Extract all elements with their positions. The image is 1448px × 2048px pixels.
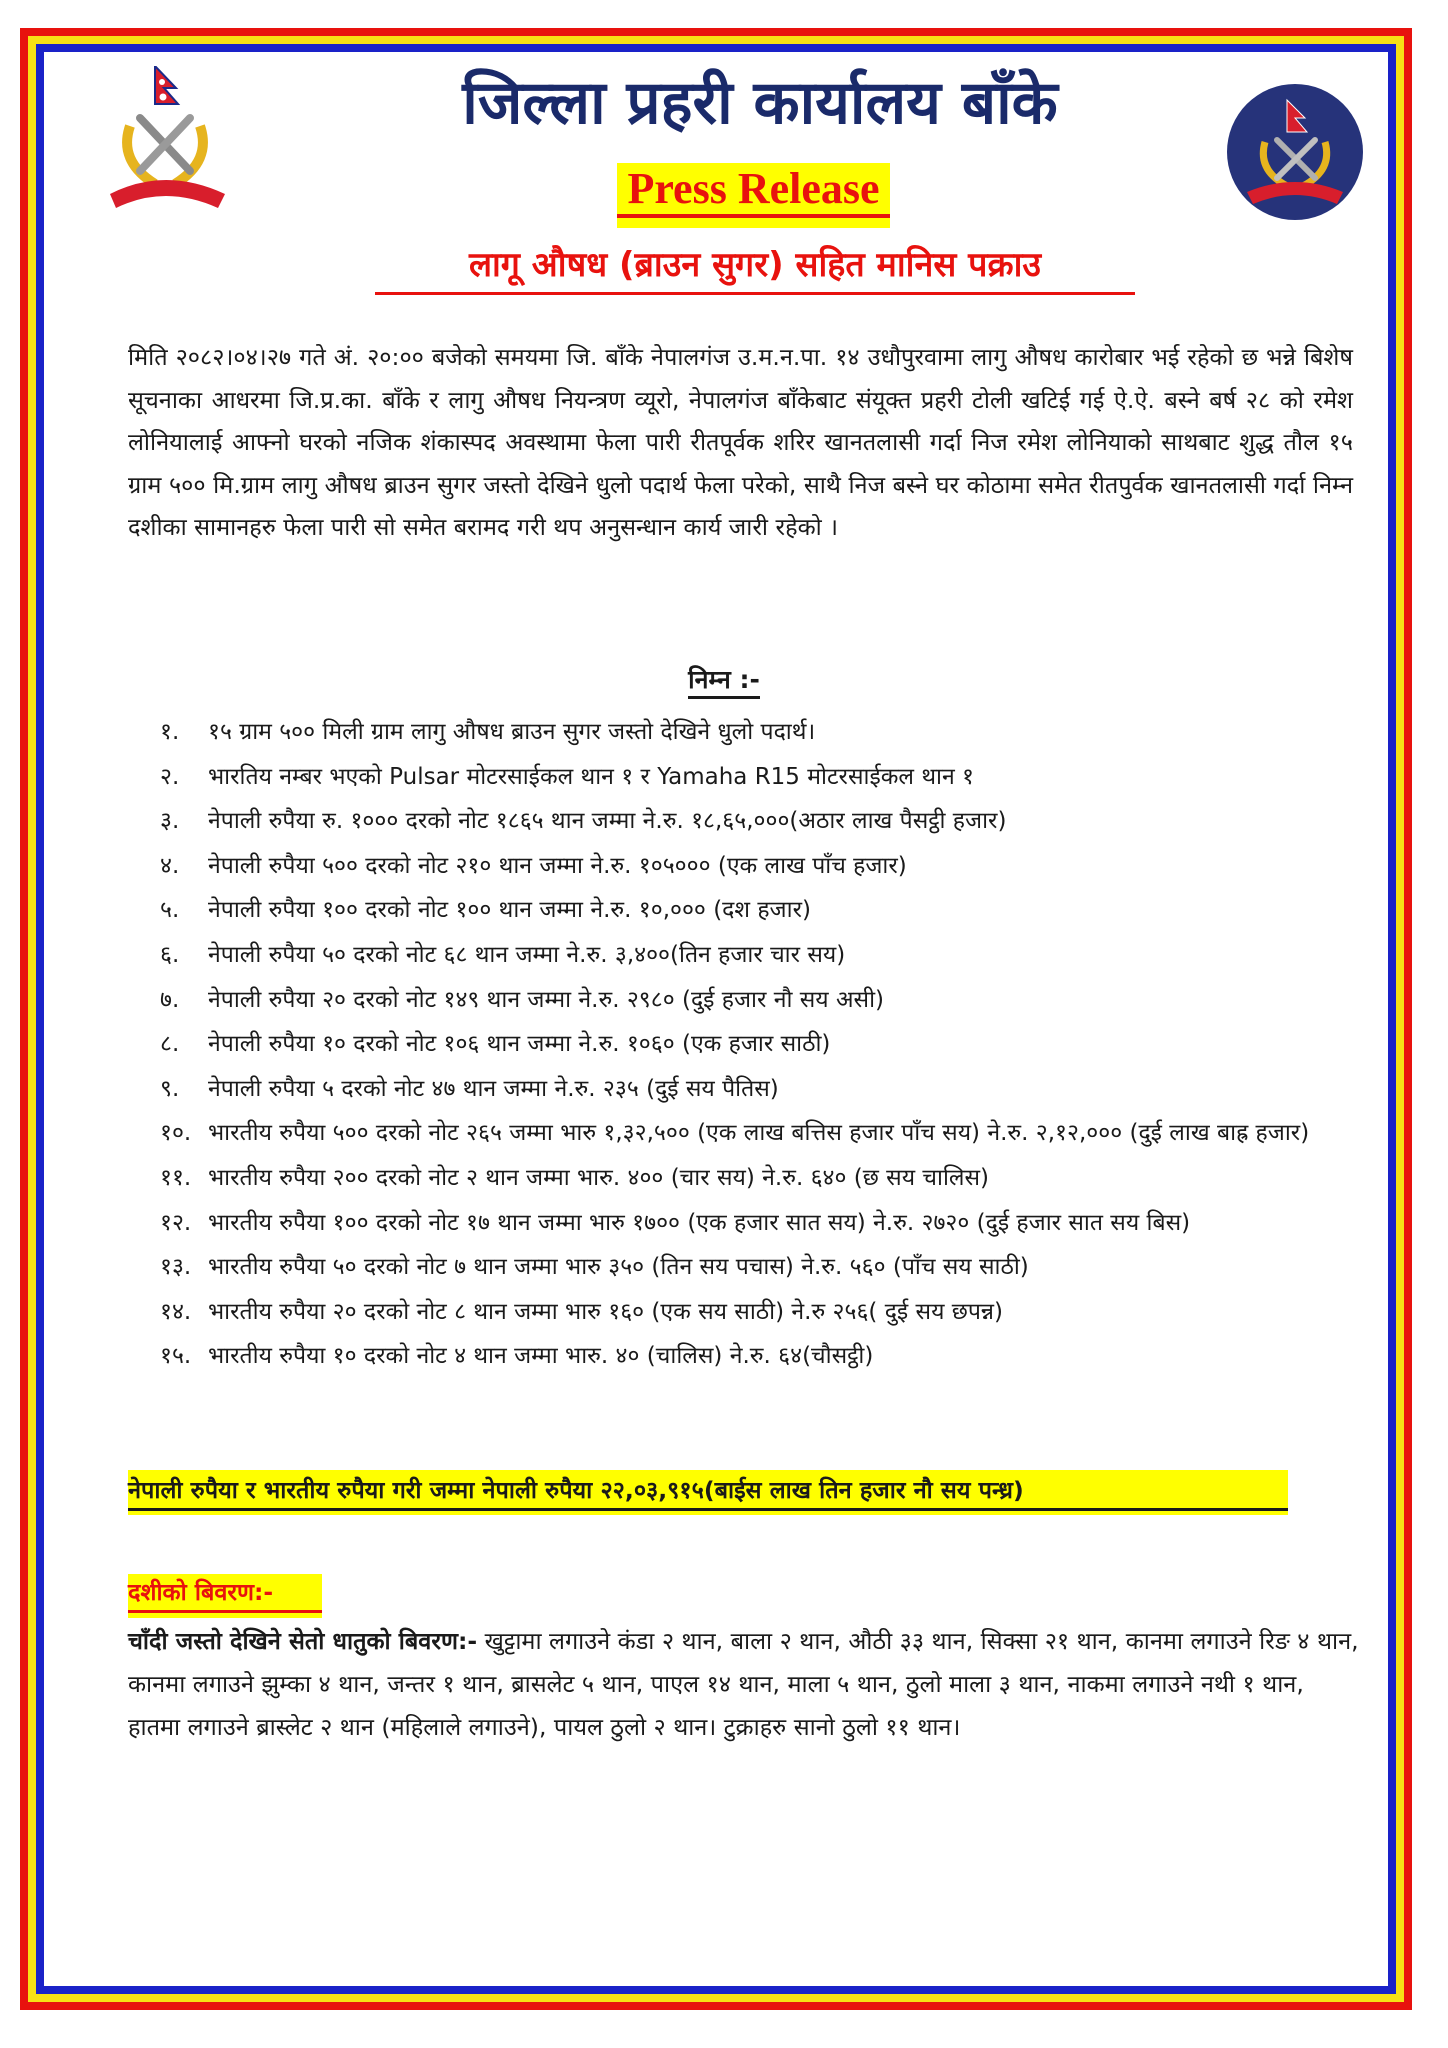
item-text: नेपाली रुपैया १० दरको नोट १०६ थान जम्मा ने.रु. १०६० (एक हजार साठी) [208, 1031, 831, 1058]
item-text: नेपाली रुपैया रु. १००० दरको नोट १८६५ थान जम्मा ने.रु. १८,६५,०००(अठार लाख पैसट्ठी हजार) [208, 808, 1007, 835]
evidence-heading-banner [128, 1574, 322, 1618]
item-text: नेपाली रुपैया ५०० दरको नोट २१० थान जम्मा ने.रु. १०५००० (एक लाख पाँच हजार) [208, 852, 907, 879]
item-number: १०. [160, 1120, 192, 1147]
item-number: १५. [160, 1343, 192, 1370]
item-number: ३. [160, 808, 180, 835]
item-text: नेपाली रुपैया ५ दरको नोट ४७ थान जम्मा ने.रु. २३५ (दुई सय पैतिस) [208, 1075, 779, 1102]
list-item [160, 1111, 1360, 1156]
list-item [160, 755, 1360, 800]
item-text: भारतीय रुपैया २० दरको नोट ८ थान जम्मा भारु १६० (एक सय साठी) ने.रु २५६( दुई सय छपन्न) [208, 1298, 1004, 1325]
item-text: नेपाली रुपैया ५० दरको नोट ६८ थान जम्मा ने.रु. ३,४००(तिन हजार चार सय) [208, 941, 846, 968]
item-number: ९. [160, 1075, 180, 1102]
evidence-label: चाँदी जस्तो देखिने सेतो धातुको बिवरण:- [128, 1627, 478, 1655]
press-release-banner [617, 163, 890, 228]
item-text: नेपाली रुपैया २० दरको नोट १४९ थान जम्मा ने.रु. २९८० (दुई हजार नौ सय असी) [208, 986, 884, 1013]
list-item [160, 1334, 1360, 1379]
item-number: १२. [160, 1209, 192, 1236]
evidence-text: खुट्टामा लगाउने कंडा २ थान, बाला २ थान, औठी ३३ थान, सिक्सा २१ थान, कानमा लगाउने रिङ ४ थान, कानमा लगाउने झुम्का ४ थान, जन्तर १ थान, ब्रासलेट ५ थान, पाएल १४ थान, माला ५ थान, ठुलो माला ३ थान, नाकमा लगाउने नथी १ थान, हातमा लगाउने ब्रास्लेट २ थान (महिलाले लगाउने), पायल ठुलो २ थान। टुक्राहरु सानो ठुलो ११ थान। [128, 1627, 1359, 1741]
item-text: १५ ग्राम ५०० मिली ग्राम लागु औषध ब्राउन सुगर जस्तो देखिने धुलो पदार्थ। [208, 719, 816, 745]
press-release-label: Press Release [627, 164, 880, 213]
item-number: १३. [160, 1254, 192, 1281]
office-title: जिल्ला प्रहरी कार्यालय बाँके [462, 68, 1058, 138]
item-number: १. [160, 719, 180, 745]
list-item [160, 978, 1360, 1023]
seized-items-list [160, 710, 1360, 1379]
list-item [160, 1290, 1360, 1335]
item-text: भारतीय रुपैया १०० दरको नोट १७ थान जम्मा भारु १७०० (एक हजार सात सय) ने.रु. २७२० (दुई हजार सात सय बिस) [208, 1209, 1191, 1236]
item-number: ८. [160, 1031, 180, 1058]
list-item [160, 1022, 1360, 1067]
item-text: भारतीय रुपैया २०० दरको नोट २ थान जम्मा भारु. ४०० (चार सय) ने.रु. ६४० (छ सय चालिस) [208, 1164, 990, 1191]
list-item [160, 799, 1360, 844]
headline: लागू औषध (ब्राउन सुगर) सहित मानिस पक्राउ [468, 245, 1042, 285]
list-item [160, 1245, 1360, 1290]
nepal-police-circle-emblem-icon [1225, 82, 1365, 222]
list-item [160, 933, 1360, 978]
headline-underline [375, 292, 1135, 295]
list-item [160, 844, 1360, 889]
item-number: ५. [160, 897, 180, 924]
item-number: २. [160, 763, 180, 790]
item-text: भारतीय रुपैया ५० दरको नोट ७ थान जम्मा भारु ३५० (तिन सय पचास) ने.रु. ५६० (पाँच सय साठी) [208, 1254, 1029, 1281]
list-item [160, 1067, 1360, 1112]
seized-items-heading-text: निम्न :- [688, 665, 760, 699]
seized-items-heading [0, 660, 1448, 700]
incident-paragraph: मिति २०८२।०४।२७ गते अं. २०:०० बजेको समयमा जि. बाँके नेपालगंज उ.म.न.पा. १४ उधौपुरवामा लागु औषध कारोबार भई रहेको छ भन्ने बिशेष सूचनाका आधरमा जि.प्र.का. बाँके र लागु औषध नियन्त्रण व्यूरो, नेपालगंज बाँकेबाट संयूक्त प्रहरी टोली खटिई गई ऐ.ऐ. बस्ने बर्ष २८ को रमेश लोनियालाई आफ्नो घरको नजिक शंकास्पद अवस्थामा फेला पारी रीतपूर्वक शरिर खानतलासी गर्दा निज रमेश लोनियाको साथबाट शुद्ध तौल १५ ग्राम ५०० मि.ग्राम लागु औषध ब्राउन सुगर जस्तो देखिने धुलो पदार्थ फेला परेको, साथै निज बस्ने घर कोठामा समेत रीतपुर्वक खानतलासी गर्दा निम्न दशीका सामानहरु फेला पारी सो समेत बरामद गरी थप अनुसन्धान कार्य जारी रहेको । [128, 343, 1353, 541]
nepal-police-emblem-icon [100, 66, 260, 216]
evidence-details [128, 1620, 1363, 1749]
item-number: ४. [160, 852, 180, 879]
list-item [160, 710, 1360, 755]
evidence-heading-underline [128, 1610, 322, 1613]
item-text: नेपाली रुपैया १०० दरको नोट १०० थान जम्मा ने.रु. १०,००० (दश हजार) [208, 897, 811, 924]
list-item [160, 888, 1360, 933]
item-number: ७. [160, 986, 180, 1013]
grand-total-text: नेपाली रुपैया र भारतीय रुपैया गरी जम्मा नेपाली रुपैया २२,०३,९१५(बाईस लाख तिन हजार नौ सय पन्ध्र) [128, 1476, 1024, 1504]
grand-total-underline [128, 1508, 1288, 1511]
press-release-underline [617, 214, 890, 218]
list-item [160, 1201, 1360, 1246]
item-text: भारतीय रुपैया ५०० दरको नोट २६५ जम्मा भारु १,३२,५०० (एक लाख बत्तिस हजार पाँच सय) ने.रु. २,१२,००० (दुई लाख बाह्र हजार) [208, 1120, 1310, 1147]
grand-total-banner [128, 1470, 1288, 1515]
list-item [160, 1156, 1360, 1201]
item-number: ६. [160, 941, 180, 968]
item-number: ११. [160, 1164, 192, 1191]
item-text: भारतिय नम्बर भएको Pulsar मोटरसाईकल थान १ र Yamaha R15 मोटरसाईकल थान १ [208, 763, 975, 790]
item-text: भारतीय रुपैया १० दरको नोट ४ थान जम्मा भारु. ४० (चालिस) ने.रु. ६४(चौसट्ठी) [208, 1343, 874, 1370]
evidence-heading: दशीको बिवरण:- [128, 1578, 274, 1606]
item-number: १४. [160, 1298, 192, 1325]
